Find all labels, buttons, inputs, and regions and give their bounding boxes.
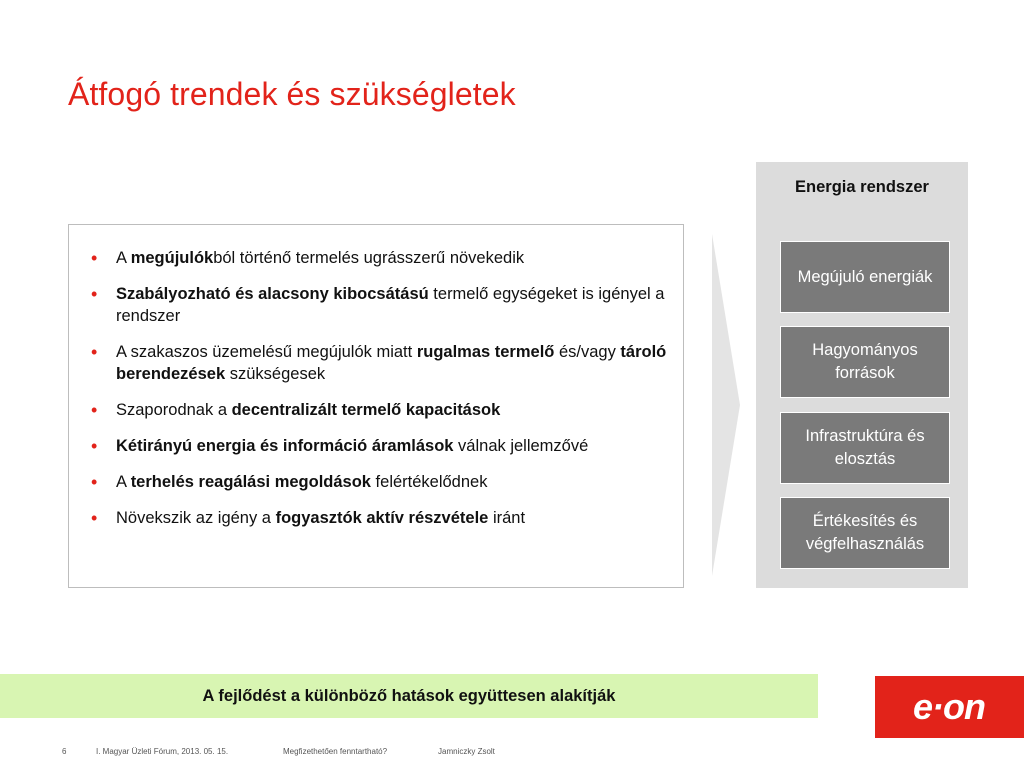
panel-item-traditional: Hagyományos források [780,326,950,398]
arrow-chevron-icon [708,234,744,576]
trends-box [68,224,684,588]
trends-list [91,247,673,529]
trend-bullet [91,507,673,529]
bullet-text: A [116,473,131,491]
bullet-text: termelő egységeket is igényel a rendszer [116,285,665,325]
panel-item-infrastructure: Infrastruktúra és elosztás [780,412,950,484]
trend-bullet [91,341,673,385]
bullet-text: ból történő termelés ugrásszerű növekedik [213,249,525,267]
bullet-text: Növekszik az igény a [116,509,276,527]
bullet-dot-icon: • [91,342,98,362]
slide-title: Átfogó trendek és szükségletek [68,76,516,112]
trend-bullet [91,283,673,327]
bullet-text-bold: rugalmas termelő [416,343,555,361]
panel-item-sales: Értékesítés és végfelhasználás [780,497,950,569]
bullet-text: iránt [488,509,526,527]
bullet-text: felértékelődnek [370,473,488,491]
eon-logo-mark [875,676,1024,738]
bullet-dot-icon: • [91,400,98,420]
trend-bullet [91,399,673,421]
panel-item-renewables: Megújuló energiák [780,241,950,313]
trend-bullet [91,435,673,457]
footer-event: I. Magyar Üzleti Fórum, 2013. 05. 15. [96,747,229,756]
bullet-text-bold: fogyasztók aktív részvétele [275,509,489,527]
bullet-text-bold: Kétirányú energia és információ áramlások [116,437,454,455]
bullet-dot-icon: • [91,436,98,456]
energy-panel-title: Energia rendszer [795,178,929,196]
bullet-text: szükségesek [225,365,326,383]
bullet-dot-icon: • [91,472,98,492]
eon-logo [875,676,1024,738]
footer-page-number: 6 [62,747,67,756]
bullet-text-bold: megújulók [130,249,214,267]
bullet-dot-icon: • [91,508,98,528]
bullet-text-bold: Szabályozható és alacsony kibocsátású [116,285,429,303]
bullet-text: A szakaszos üzemelésű megújulók miatt [116,343,417,361]
bullet-text-bold: decentralizált termelő kapacitások [231,401,501,419]
eon-logo-text: e·on [913,686,985,727]
footer-topic: Megfizethetően fenntartható? [283,747,388,756]
bullet-text-bold: terhelés reagálási megoldások [130,473,371,491]
footer-author: Jamniczky Zsolt [438,747,495,756]
bullet-text: és/vagy [554,343,621,361]
conclusion-banner [0,674,818,718]
bullet-text-bold: tároló berendezések [116,343,667,383]
bullet-text: Szaporodnak a [116,401,232,419]
trend-bullet [91,471,673,493]
bullet-dot-icon: • [91,248,98,268]
energy-system-panel [756,162,968,588]
trend-bullet [91,247,673,269]
bullet-text: A [116,249,131,267]
bullet-dot-icon: • [91,284,98,304]
bullet-text: válnak jellemzővé [453,437,589,455]
conclusion-text: A fejlődést a különböző hatások együttesen alakítják [202,686,616,705]
